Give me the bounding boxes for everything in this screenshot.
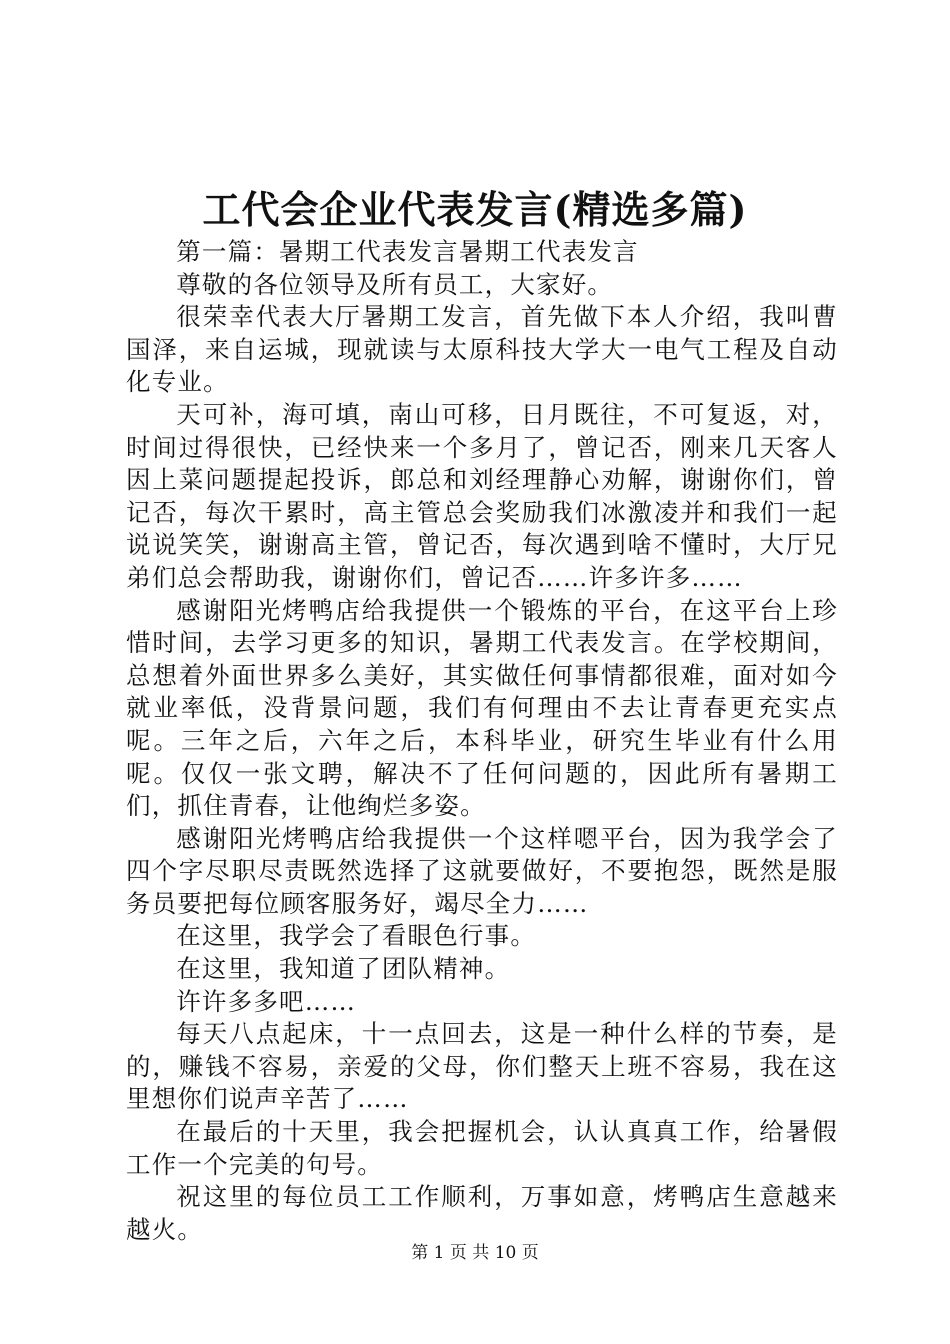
document-body [126, 236, 838, 1246]
paragraph: 感谢阳光烤鸭店给我提供一个锻炼的平台，在这平台上珍惜时间，去学习更多的知识，暑期工代表发言。在学校期间，总想着外面世界多么美好，其实做任何事情都很难，面对如今就业率低，没背景问题，我们有何理由不去让青春更充实点呢。三年之后，六年之后，本科毕业，研究生毕业有什么用呢。仅仅一张文聘，解决不了任何问题的，因此所有暑期工们，抓住青春，让他绚烂多姿。 [126, 595, 838, 821]
paragraph: 在这里，我学会了看眼色行事。 [176, 921, 537, 951]
paragraph: 感谢阳光烤鸭店给我提供一个这样嗯平台，因为我学会了四个字尽职尽责既然选择了这就要做好，不要抱怨，既然是服务员要把每位顾客服务好，竭尽全力…… [126, 823, 838, 918]
paragraph-greeting: 尊敬的各位领导及所有员工，大家好。 [176, 269, 614, 299]
paragraph: 很荣幸代表大厅暑期工发言，首先做下本人介绍，我叫曹国泽，来自运城，现就读与太原科技大学大一电气工程及自动化专业。 [126, 302, 838, 397]
paragraph-closing: 祝这里的每位员工工作顺利，万事如意，烤鸭店生意越来越火。 [126, 1182, 838, 1244]
paragraph: 许许多多吧…… [176, 986, 357, 1016]
paragraph: 每天八点起床，十一点回去，这是一种什么样的节奏，是的，赚钱不容易，亲爱的父母，你们整天上班不容易，我在这里想你们说声辛苦了…… [126, 1019, 838, 1114]
paragraph-heading: 第一篇：暑期工代表发言暑期工代表发言 [176, 237, 639, 266]
paragraph: 在最后的十天里，我会把握机会，认认真真工作，给暑假工作一个完美的句号。 [126, 1117, 838, 1179]
page-number-footer: 第 1 页 共 10 页 [411, 1243, 539, 1263]
document-title: 工代会企业代表发言(精选多篇) [202, 187, 748, 232]
paragraph: 在这里，我知道了团队精神。 [176, 954, 511, 984]
paragraph: 天可补，海可填，南山可移，日月既往，不可复返，对，时间过得很快，已经快来一个多月了，曾记否，刚来几天客人因上菜问题提起投诉，郎总和刘经理静心劝解，谢谢你们，曾记否，每次干累时，高主管总会奖励我们冰激凌并和我们一起说说笑笑，谢谢高主管，曾记否，每次遇到啥不懂时，大厅兄弟们总会帮助我，谢谢你们，曾记否……许多许多…… [126, 399, 838, 592]
